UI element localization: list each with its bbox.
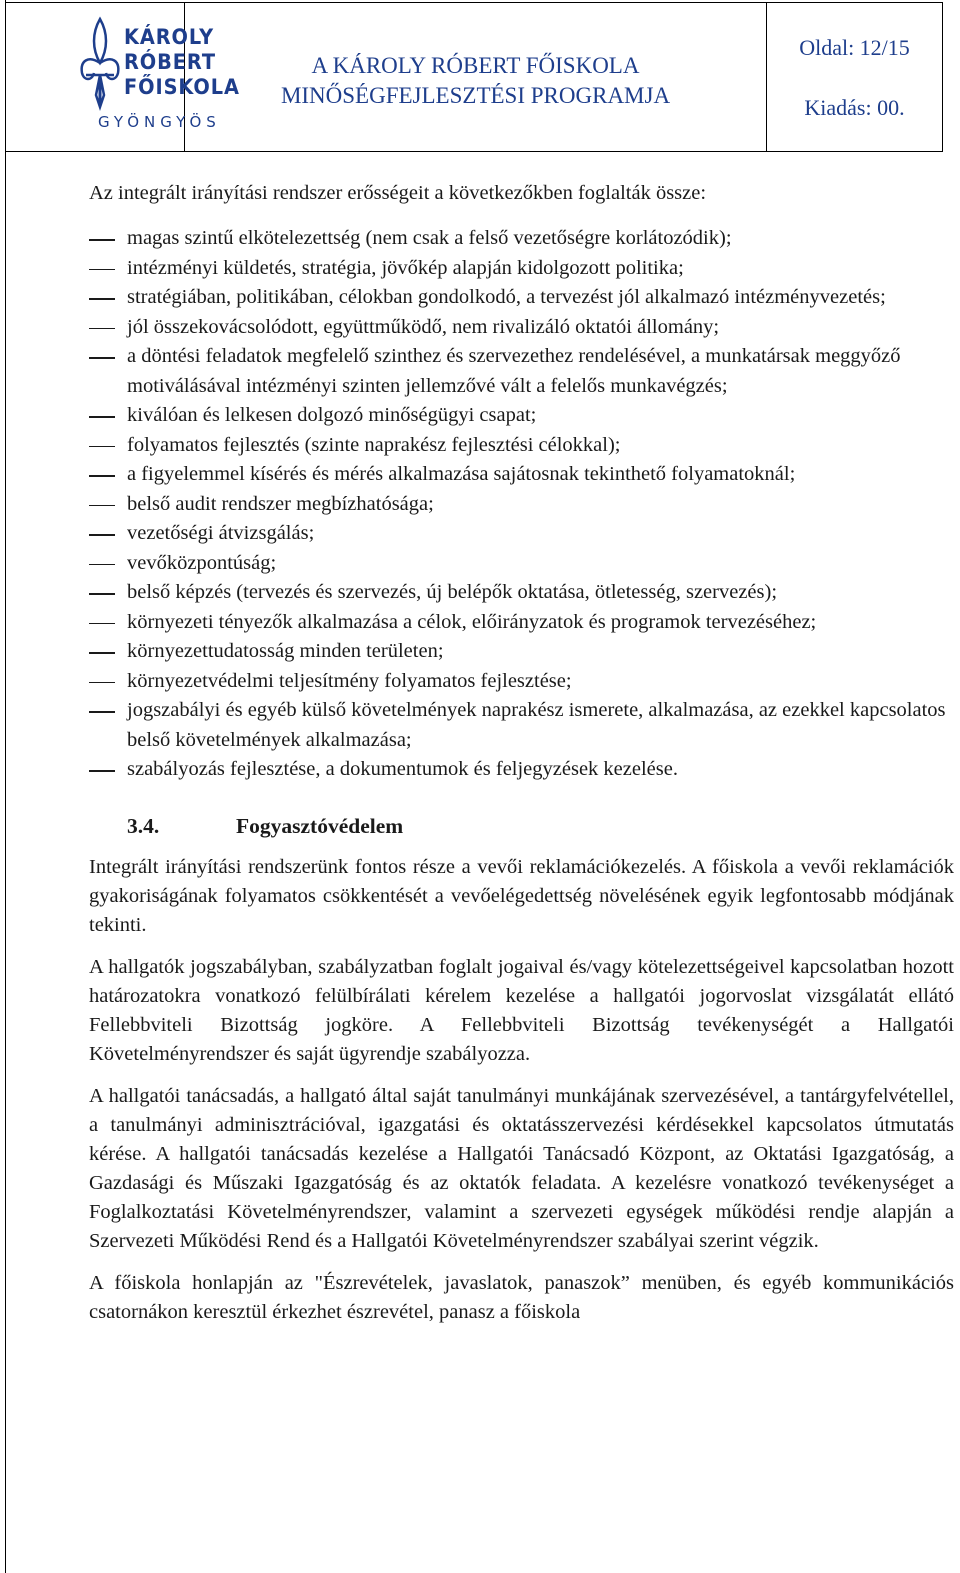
list-item bbox=[89, 667, 954, 697]
list-item bbox=[89, 755, 954, 785]
list-item-text: a döntési feladatok megfelelő szinthez és szervezethez rendelésével, a munkatársak meggyőző motiválásával intézményi szinten jellemzővé vált a felelős munkavégzés; bbox=[127, 345, 901, 397]
dash-bullet-icon bbox=[89, 446, 115, 448]
list-item bbox=[89, 578, 954, 608]
list-item-text: belső audit rendszer megbízhatósága; bbox=[127, 492, 434, 515]
header-title-line2: MINŐSÉGFEJLESZTÉSI PROGRAMJA bbox=[280, 83, 671, 108]
list-item-text: a figyelemmel kísérés és mérés alkalmazása sajátosnak tekinthető folyamatoknál; bbox=[127, 463, 796, 485]
list-item bbox=[89, 460, 954, 490]
header-title-line1: A KÁROLY RÓBERT FŐISKOLA bbox=[311, 53, 640, 78]
list-item-text: jogszabályi és egyéb külső követelmények naprakész ismerete, alkalmazása, az ezekkel kapcsolatos belső követelmények alkalmazása; bbox=[127, 699, 946, 751]
list-item-text: stratégiában, politikában, célokban gondolkodó, a tervezést jól alkalmazó intézményvezetés; bbox=[127, 286, 886, 308]
dash-bullet-icon bbox=[89, 357, 115, 359]
paragraph: Integrált irányítási rendszerünk fontos része a vevői reklamációkezelés. A főiskola a vevői reklamációk gyakoriságának folyamatos csökkentését a vevőelégedettség növelésének egyik legfontosabb módjának tekinti. bbox=[89, 855, 954, 936]
document-header bbox=[5, 2, 943, 152]
paragraph: A főiskola honlapján az "Észrevételek, javaslatok, panaszok” menüben, és egyéb kommunikációs csatornákon keresztül érkezhet észrevétel, panasz a főiskola bbox=[89, 1271, 954, 1323]
list-item-text: magas szintű elkötelezettség (nem csak a felső vezetőségre korlátozódik); bbox=[127, 227, 732, 249]
dash-bullet-icon bbox=[89, 298, 115, 300]
dash-bullet-icon bbox=[89, 564, 115, 566]
list-item-text: környezetvédelmi teljesítmény folyamatos fejlesztése; bbox=[127, 669, 572, 692]
list-item bbox=[89, 313, 954, 343]
logo-wordmark-line: RÓBERT bbox=[124, 50, 216, 74]
list-item-text: környezeti tényezők alkalmazása a célok, előirányzatok és programok tervezéséhez; bbox=[127, 610, 817, 633]
list-item-text: belső képzés (tervezés és szervezés, új belépők oktatása, ötletesség, szervezés); bbox=[127, 581, 778, 603]
list-item-text: szabályozás fejlesztése, a dokumentumok és feljegyzések kezelése. bbox=[127, 758, 678, 780]
dash-bullet-icon bbox=[89, 623, 115, 625]
list-item bbox=[89, 254, 954, 284]
dash-bullet-icon bbox=[89, 711, 115, 713]
list-item-text: intézményi küldetés, stratégia, jövőkép alapján kidolgozott politika; bbox=[127, 256, 684, 279]
dash-bullet-icon bbox=[89, 770, 115, 772]
list-item bbox=[89, 431, 954, 461]
dash-bullet-icon bbox=[89, 328, 115, 330]
dash-bullet-icon bbox=[89, 505, 115, 507]
header-title bbox=[185, 3, 767, 151]
dash-bullet-icon bbox=[89, 416, 115, 418]
list-item bbox=[89, 519, 954, 549]
list-item-text: vezetőségi átvizsgálás; bbox=[127, 522, 315, 544]
dash-bullet-icon bbox=[89, 475, 115, 477]
list-item bbox=[89, 637, 954, 667]
dash-bullet-icon bbox=[89, 534, 115, 536]
list-item-text: környezettudatosság minden területen; bbox=[127, 640, 444, 662]
dash-bullet-icon bbox=[89, 269, 115, 271]
dash-bullet-icon bbox=[89, 239, 115, 241]
list-item bbox=[89, 342, 954, 401]
list-item bbox=[89, 490, 954, 520]
section-number: 3.4. bbox=[127, 813, 160, 838]
dash-bullet-icon bbox=[89, 593, 115, 595]
list-item bbox=[89, 401, 954, 431]
strengths-list bbox=[89, 224, 954, 785]
paragraph: A hallgatók jogszabályban, szabályzatban foglalt jogaival és/vagy kötelezettségeivel kapcsolatban hozott határozatokra vonatkozó felülbírálati kérelem kezelése a hallgatói jogorvoslat vizsgálatát ellátó Fellebbviteli Bizottság jogköre. A Fellebbviteli Bizottság tevékenységét a Hallgatói Követelményrendszer és saját ügyrendje szabályozza. bbox=[89, 955, 954, 1065]
list-item bbox=[89, 549, 954, 579]
list-item bbox=[89, 696, 954, 755]
list-item-text: folyamatos fejlesztés (szinte naprakész fejlesztési célokkal); bbox=[127, 433, 621, 456]
document-body bbox=[89, 178, 954, 1327]
issue-number: Kiadás: 00. bbox=[804, 95, 905, 120]
paragraph: A hallgatói tanácsadás, a hallgató által saját tanulmányi munkájának szervezésével, a tantárgyfelvétellel, a tanulmányi adminisztrációval, igazgatási és oktatásszervezési kérdésekkel kapcsolatos útmutatás kérése. A hallgatói tanácsadás kezelése a Hallgatói Tanácsadó Központ, az Oktatási Igazgatóság, a Gazdasági és Műszaki Igazgatóság és az oktatók feladata. A kezelésre vonatkozó tevékenységet a Foglalkoztatási Követelményrendszer, valamint a szervezeti egységek működési rendje alapján a Szervezeti Működési Rend és a Hallgatói Követelményrendszer szabályai szerint végzik. bbox=[89, 1084, 954, 1252]
list-item-text: kiválóan és lelkesen dolgozó minőségügyi csapat; bbox=[127, 404, 537, 426]
logo-city: GYÖNGYÖS bbox=[98, 113, 221, 131]
list-item bbox=[89, 283, 954, 313]
dash-bullet-icon bbox=[89, 652, 115, 654]
institution-logo bbox=[6, 3, 240, 151]
dash-bullet-icon bbox=[89, 682, 115, 684]
section-title: Fogyasztóvédelem bbox=[236, 813, 404, 838]
logo-wordmark-line: KÁROLY bbox=[124, 25, 215, 49]
list-item bbox=[89, 608, 954, 638]
list-item bbox=[89, 224, 954, 254]
list-item-text: vevőközpontúság; bbox=[127, 551, 277, 574]
page-number: Oldal: 12/15 bbox=[799, 35, 910, 60]
list-item-text: jól összekovácsolódott, együttműködő, nem rivalizáló oktatói állomány; bbox=[127, 315, 720, 338]
section-heading bbox=[127, 811, 954, 841]
header-meta bbox=[767, 3, 942, 151]
logo-wordmark bbox=[124, 25, 240, 100]
intro-paragraph: Az integrált irányítási rendszer erősségeit a következőkben foglalták össze: bbox=[89, 182, 707, 204]
page-left-border bbox=[5, 0, 6, 1573]
logo-wordmark-line: FŐISKOLA bbox=[124, 75, 240, 99]
fleur-de-lis-icon bbox=[78, 15, 122, 111]
